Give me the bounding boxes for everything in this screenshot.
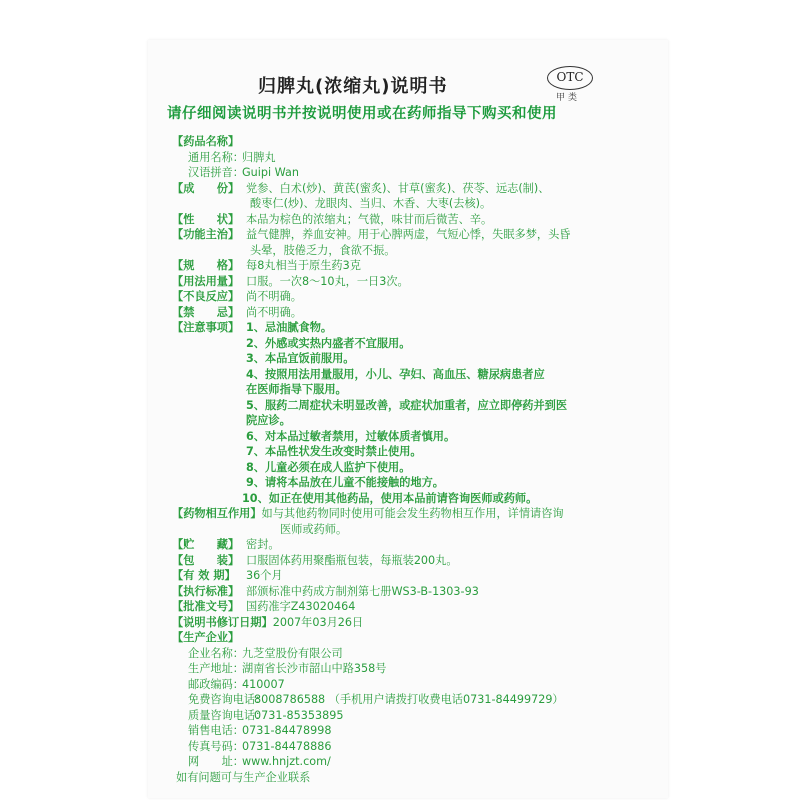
section-value: 益气健脾，养血安神。用于心脾两虚，气短心悸，失眠多梦，头昏 [246,228,571,241]
section-label: 【不良反应】 [172,290,240,303]
precautions-section [172,320,660,336]
section-label: 【执行标准】 [172,584,240,598]
section-label: 【说明书修订日期】 [172,615,273,629]
precaution-item: 10、如正在使用其他药品，使用本品前请咨询医师或药师。 [242,491,538,505]
section-value: 密封。 [246,538,280,551]
common-name-row [172,150,660,166]
postcode-row [172,677,660,693]
field-value: 湖南省长沙市韶山中路358号 [242,662,387,675]
standard-section [172,584,660,600]
precaution-item: 9、请将本品放在儿童不能接触的地方。 [246,476,444,489]
section-value: 部颁标准中药成方制剂第七册WS3-B-1303-93 [246,584,479,598]
section-label: 【贮 藏】 [172,538,240,551]
package-section [172,553,660,569]
field-label: 邮政编码： [188,677,244,691]
approval-section [172,599,660,615]
drug-name-section [172,134,660,150]
section-value: 口服。一次8～10丸，一日3次。 [246,274,409,288]
ingredients-section [172,181,660,197]
indications-continued: 头晕，肢倦乏力，食欲不振。 [250,243,396,257]
section-label: 【包 装】 [172,553,240,567]
field-label: 生产地址： [188,662,244,675]
field-value: 410007 [242,677,285,691]
interactions-section [172,506,660,522]
section-value: 党参、白术(炒)、黄芪(蜜炙)、甘草(蜜炙)、茯苓、远志(制)、 [246,181,550,195]
precaution-item: 6、对本品过敏者禁用，过敏体质者慎用。 [246,429,456,443]
properties-section [172,212,660,228]
section-label: 【规 格】 [172,259,240,272]
pinyin-row [172,165,660,181]
section-value: 尚不明确。 [246,305,302,319]
field-label: 传真号码： [188,739,244,753]
quality-phone-row [172,708,660,724]
adverse-section [172,289,660,305]
field-label: 企业名称： [188,646,244,660]
section-label: 【药品名称】 [172,135,240,148]
field-value: 归脾丸 [242,150,276,164]
section-label: 【药物相互作用】 [172,507,262,520]
section-value: 2007年03月26日 [272,615,364,629]
document-title: 归脾丸(浓缩丸)说明书 [258,76,448,97]
contraindications-section [172,305,660,321]
specification-section [172,258,660,274]
section-value: 36个月 [246,569,283,582]
usage-warning: 请仔细阅读说明书并按说明使用或在药师指导下购买和使用 [167,106,557,122]
field-value: Guipi Wan [242,166,299,179]
precaution-item: 3、本品宜饭前服用。 [246,352,355,365]
field-label: 免费咨询电话： [188,693,267,706]
field-label: 质量咨询电话： [188,708,267,722]
precaution-item: 2、外感或实热内盛者不宜服用。 [246,336,411,350]
field-label: 通用名称： [188,150,244,164]
section-value: 尚不明确。 [246,290,302,303]
fax-row [172,739,660,755]
section-label: 【有 效 期】 [172,569,236,582]
company-name-row [172,646,660,662]
field-value: 0731-84478886 [242,739,332,753]
contact-footer: 如有问题可与生产企业联系 [176,770,311,784]
field-label: 销售电话： [188,724,244,737]
indications-section [172,227,660,243]
precaution-item: 4、按照用法用量服用，小儿、孕妇、高血压、糖尿病患者应在医师指导下服用。 [246,367,545,396]
sales-phone-row [172,723,660,739]
validity-section [172,568,660,584]
section-label: 【批准文号】 [172,600,240,613]
field-value: 8008786588 （手机用户请拨打收费电话0731-84499729） [254,693,564,706]
dosage-section [172,274,660,290]
section-label: 【注意事项】 [172,321,240,334]
section-label: 【禁 忌】 [172,305,240,319]
field-value: 0731-84478998 [242,724,332,737]
website-link[interactable]: www.hnjzt.com/ [242,755,331,768]
precaution-item: 8、儿童必须在成人监护下使用。 [246,460,411,474]
field-value: 0731-85353895 [254,708,344,722]
section-label: 【生产企业】 [172,631,240,644]
address-row [172,661,660,677]
section-value: 国药准字Z43020464 [246,600,356,613]
section-value: 如与其他药物同时使用可能会发生药物相互作用，详情请咨询 [261,507,564,520]
precaution-item: 5、服药二周症状未明显改善，或症状加重者，应立即停药并到医院应诊。 [246,398,568,427]
section-value: 口服固体药用聚酯瓶包装，每瓶装200丸。 [246,553,458,567]
leaflet-content [172,134,660,785]
precaution-item: 7、本品性状发生改变时禁止使用。 [246,445,422,458]
section-label: 【成 份】 [172,181,240,195]
section-value: 每8丸相当于原生药3克 [246,259,361,272]
manufacturer-section [172,630,660,646]
section-label: 【用法用量】 [172,274,240,288]
website-row [172,754,660,770]
free-phone-row [172,692,660,708]
precaution-item: 1、忌油腻食物。 [246,321,333,334]
revision-section [172,615,660,631]
section-label: 【功能主治】 [172,228,240,241]
field-label: 汉语拼音： [188,166,244,179]
field-value: 九芝堂股份有限公司 [242,646,343,660]
field-label: 网 址： [188,755,244,768]
otc-badge: OTC [547,66,593,90]
section-label: 【性 状】 [172,212,240,226]
ingredients-continued: 酸枣仁(炒)、龙眼肉、当归、木香、大枣(去核)。 [250,197,492,210]
section-value: 本品为棕色的浓缩丸；气微，味甘而后微苦、辛。 [246,212,493,226]
interactions-continued: 医师或药师。 [280,522,348,536]
storage-section [172,537,660,553]
otc-class-label: 甲类 [556,93,581,103]
